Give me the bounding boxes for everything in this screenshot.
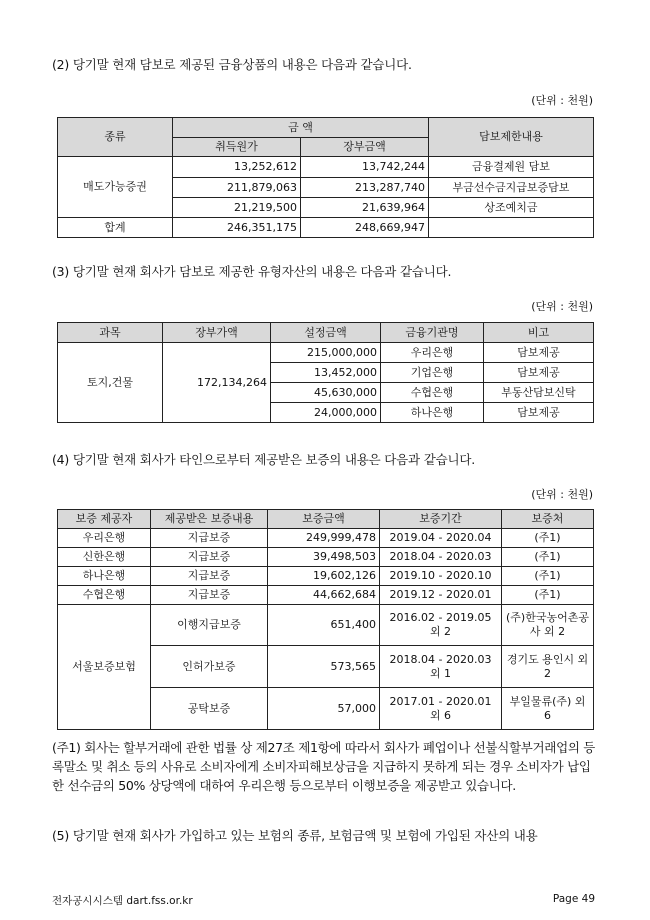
period-cell: 2016.02 - 2019.05 외 2 xyxy=(380,605,502,646)
guarantee-table xyxy=(57,509,594,730)
total-label: 합계 xyxy=(58,218,173,238)
header-guarantee-amount: 보증금액 xyxy=(268,510,380,529)
amount-cell: 573,565 xyxy=(268,646,380,688)
header-beneficiary: 보증처 xyxy=(502,510,594,529)
amount-cell: 44,662,684 xyxy=(268,586,380,605)
bank-cell: 하나은행 xyxy=(381,403,484,423)
content-cell: 지급보증 xyxy=(151,548,268,567)
footnote-1: (주1) 회사는 할부거래에 관한 법률 상 제27조 제1항에 따라서 회사가 폐업이나 선불식할부거래업의 등록말소 및 취소 등의 사유로 소비자에게 소비자피해보상금을 지급하지 못하게 되는 경우 소비자가 납입한 선수금의 50% 상당액에 대하여 우리은행 등으로부터 이행보증을 제공받고 있습니다. xyxy=(52,740,596,793)
remark-cell: 담보제공 xyxy=(484,343,594,363)
section-5-heading: (5) 당기말 현재 회사가 가입하고 있는 보험의 종류, 보험금액 및 보험에 가입된 자산의 내용 xyxy=(52,828,538,843)
section-2-unit: (단위 : 천원) xyxy=(531,94,593,107)
content-cell: 지급보증 xyxy=(151,529,268,548)
header-bank: 금융기관명 xyxy=(381,323,484,343)
book-cell: 213,287,740 xyxy=(301,178,429,198)
content-cell: 이행지급보증 xyxy=(151,605,268,646)
subject-cell: 토지,건물 xyxy=(58,343,163,423)
section-3-heading: (3) 당기말 현재 회사가 담보로 제공한 유형자산의 내용은 다음과 같습니다. xyxy=(52,264,452,279)
content-cell: 공탁보증 xyxy=(151,688,268,730)
section-4-unit: (단위 : 천원) xyxy=(531,488,593,501)
acq-cell: 211,879,063 xyxy=(173,178,301,198)
beneficiary-cell: (주1) xyxy=(502,586,594,605)
total-restrict-empty xyxy=(429,218,594,238)
header-subject: 과목 xyxy=(58,323,163,343)
amount-cell: 57,000 xyxy=(268,688,380,730)
beneficiary-cell: 경기도 용인시 외 2 xyxy=(502,646,594,688)
provider-cell: 신한은행 xyxy=(58,548,151,567)
content-cell: 지급보증 xyxy=(151,567,268,586)
header-type: 종류 xyxy=(58,118,173,157)
total-book: 248,669,947 xyxy=(301,218,429,238)
table-row xyxy=(58,343,594,363)
header-provider: 보증 제공자 xyxy=(58,510,151,529)
book-cell: 21,639,964 xyxy=(301,198,429,218)
header-content: 제공받은 보증내용 xyxy=(151,510,268,529)
content-cell: 인허가보증 xyxy=(151,646,268,688)
period-cell: 2017.01 - 2020.01 외 6 xyxy=(380,688,502,730)
restrict-cell: 부금선수금지급보증담보 xyxy=(429,178,594,198)
table-row xyxy=(58,567,594,586)
beneficiary-cell: 부일물류(주) 외 6 xyxy=(502,688,594,730)
table-row xyxy=(58,157,594,178)
remark-cell: 담보제공 xyxy=(484,363,594,383)
table-row xyxy=(58,586,594,605)
header-restriction: 담보제한내용 xyxy=(429,118,594,157)
period-cell: 2019.10 - 2020.10 xyxy=(380,567,502,586)
section-3-unit: (단위 : 천원) xyxy=(531,300,593,313)
restrict-cell: 금융결제원 담보 xyxy=(429,157,594,178)
header-period: 보증기간 xyxy=(380,510,502,529)
amount-cell: 24,000,000 xyxy=(271,403,381,423)
bank-cell: 우리은행 xyxy=(381,343,484,363)
table-row xyxy=(58,529,594,548)
header-acquisition-cost: 취득원가 xyxy=(173,138,301,157)
acq-cell: 13,252,612 xyxy=(173,157,301,178)
book-value-cell: 172,134,264 xyxy=(163,343,271,423)
header-book-amount: 장부금액 xyxy=(301,138,429,157)
period-cell: 2019.04 - 2020.04 xyxy=(380,529,502,548)
period-cell: 2019.12 - 2020.01 xyxy=(380,586,502,605)
restrict-cell: 상조예치금 xyxy=(429,198,594,218)
category-cell: 매도가능증권 xyxy=(58,157,173,218)
acq-cell: 21,219,500 xyxy=(173,198,301,218)
group-provider-cell: 서울보증보험 xyxy=(58,605,151,730)
header-set-amount: 설정금액 xyxy=(271,323,381,343)
amount-cell: 249,999,478 xyxy=(268,529,380,548)
period-cell: 2018.04 - 2020.03 xyxy=(380,548,502,567)
total-row xyxy=(58,218,594,238)
amount-cell: 19,602,126 xyxy=(268,567,380,586)
section-4-heading: (4) 당기말 현재 회사가 타인으로부터 제공받은 보증의 내용은 다음과 같습니다. xyxy=(52,452,475,467)
period-cell: 2018.04 - 2020.03 외 1 xyxy=(380,646,502,688)
section-2-heading: (2) 당기말 현재 담보로 제공된 금융상품의 내용은 다음과 같습니다. xyxy=(52,57,412,72)
footer-source: 전자공시시스템 dart.fss.or.kr xyxy=(52,895,193,907)
table-row xyxy=(58,605,594,646)
content-cell: 지급보증 xyxy=(151,586,268,605)
header-amount: 금 액 xyxy=(173,118,429,138)
footer-page-number: Page 49 xyxy=(552,893,595,905)
remark-cell: 담보제공 xyxy=(484,403,594,423)
bank-cell: 기업은행 xyxy=(381,363,484,383)
amount-cell: 215,000,000 xyxy=(271,343,381,363)
provider-cell: 우리은행 xyxy=(58,529,151,548)
remark-cell: 부동산담보신탁 xyxy=(484,383,594,403)
header-remark: 비고 xyxy=(484,323,594,343)
header-book-value: 장부가액 xyxy=(163,323,271,343)
bank-cell: 수협은행 xyxy=(381,383,484,403)
book-cell: 13,742,244 xyxy=(301,157,429,178)
amount-cell: 39,498,503 xyxy=(268,548,380,567)
beneficiary-cell: (주1) xyxy=(502,529,594,548)
amount-cell: 651,400 xyxy=(268,605,380,646)
amount-cell: 13,452,000 xyxy=(271,363,381,383)
collateral-financial-table xyxy=(57,117,594,238)
beneficiary-cell: (주1) xyxy=(502,548,594,567)
provider-cell: 수협은행 xyxy=(58,586,151,605)
amount-cell: 45,630,000 xyxy=(271,383,381,403)
table-row xyxy=(58,548,594,567)
collateral-tangible-table xyxy=(57,322,594,423)
provider-cell: 하나은행 xyxy=(58,567,151,586)
beneficiary-cell: (주1) xyxy=(502,567,594,586)
total-acq: 246,351,175 xyxy=(173,218,301,238)
beneficiary-cell: (주)한국농어촌공사 외 2 xyxy=(502,605,594,646)
